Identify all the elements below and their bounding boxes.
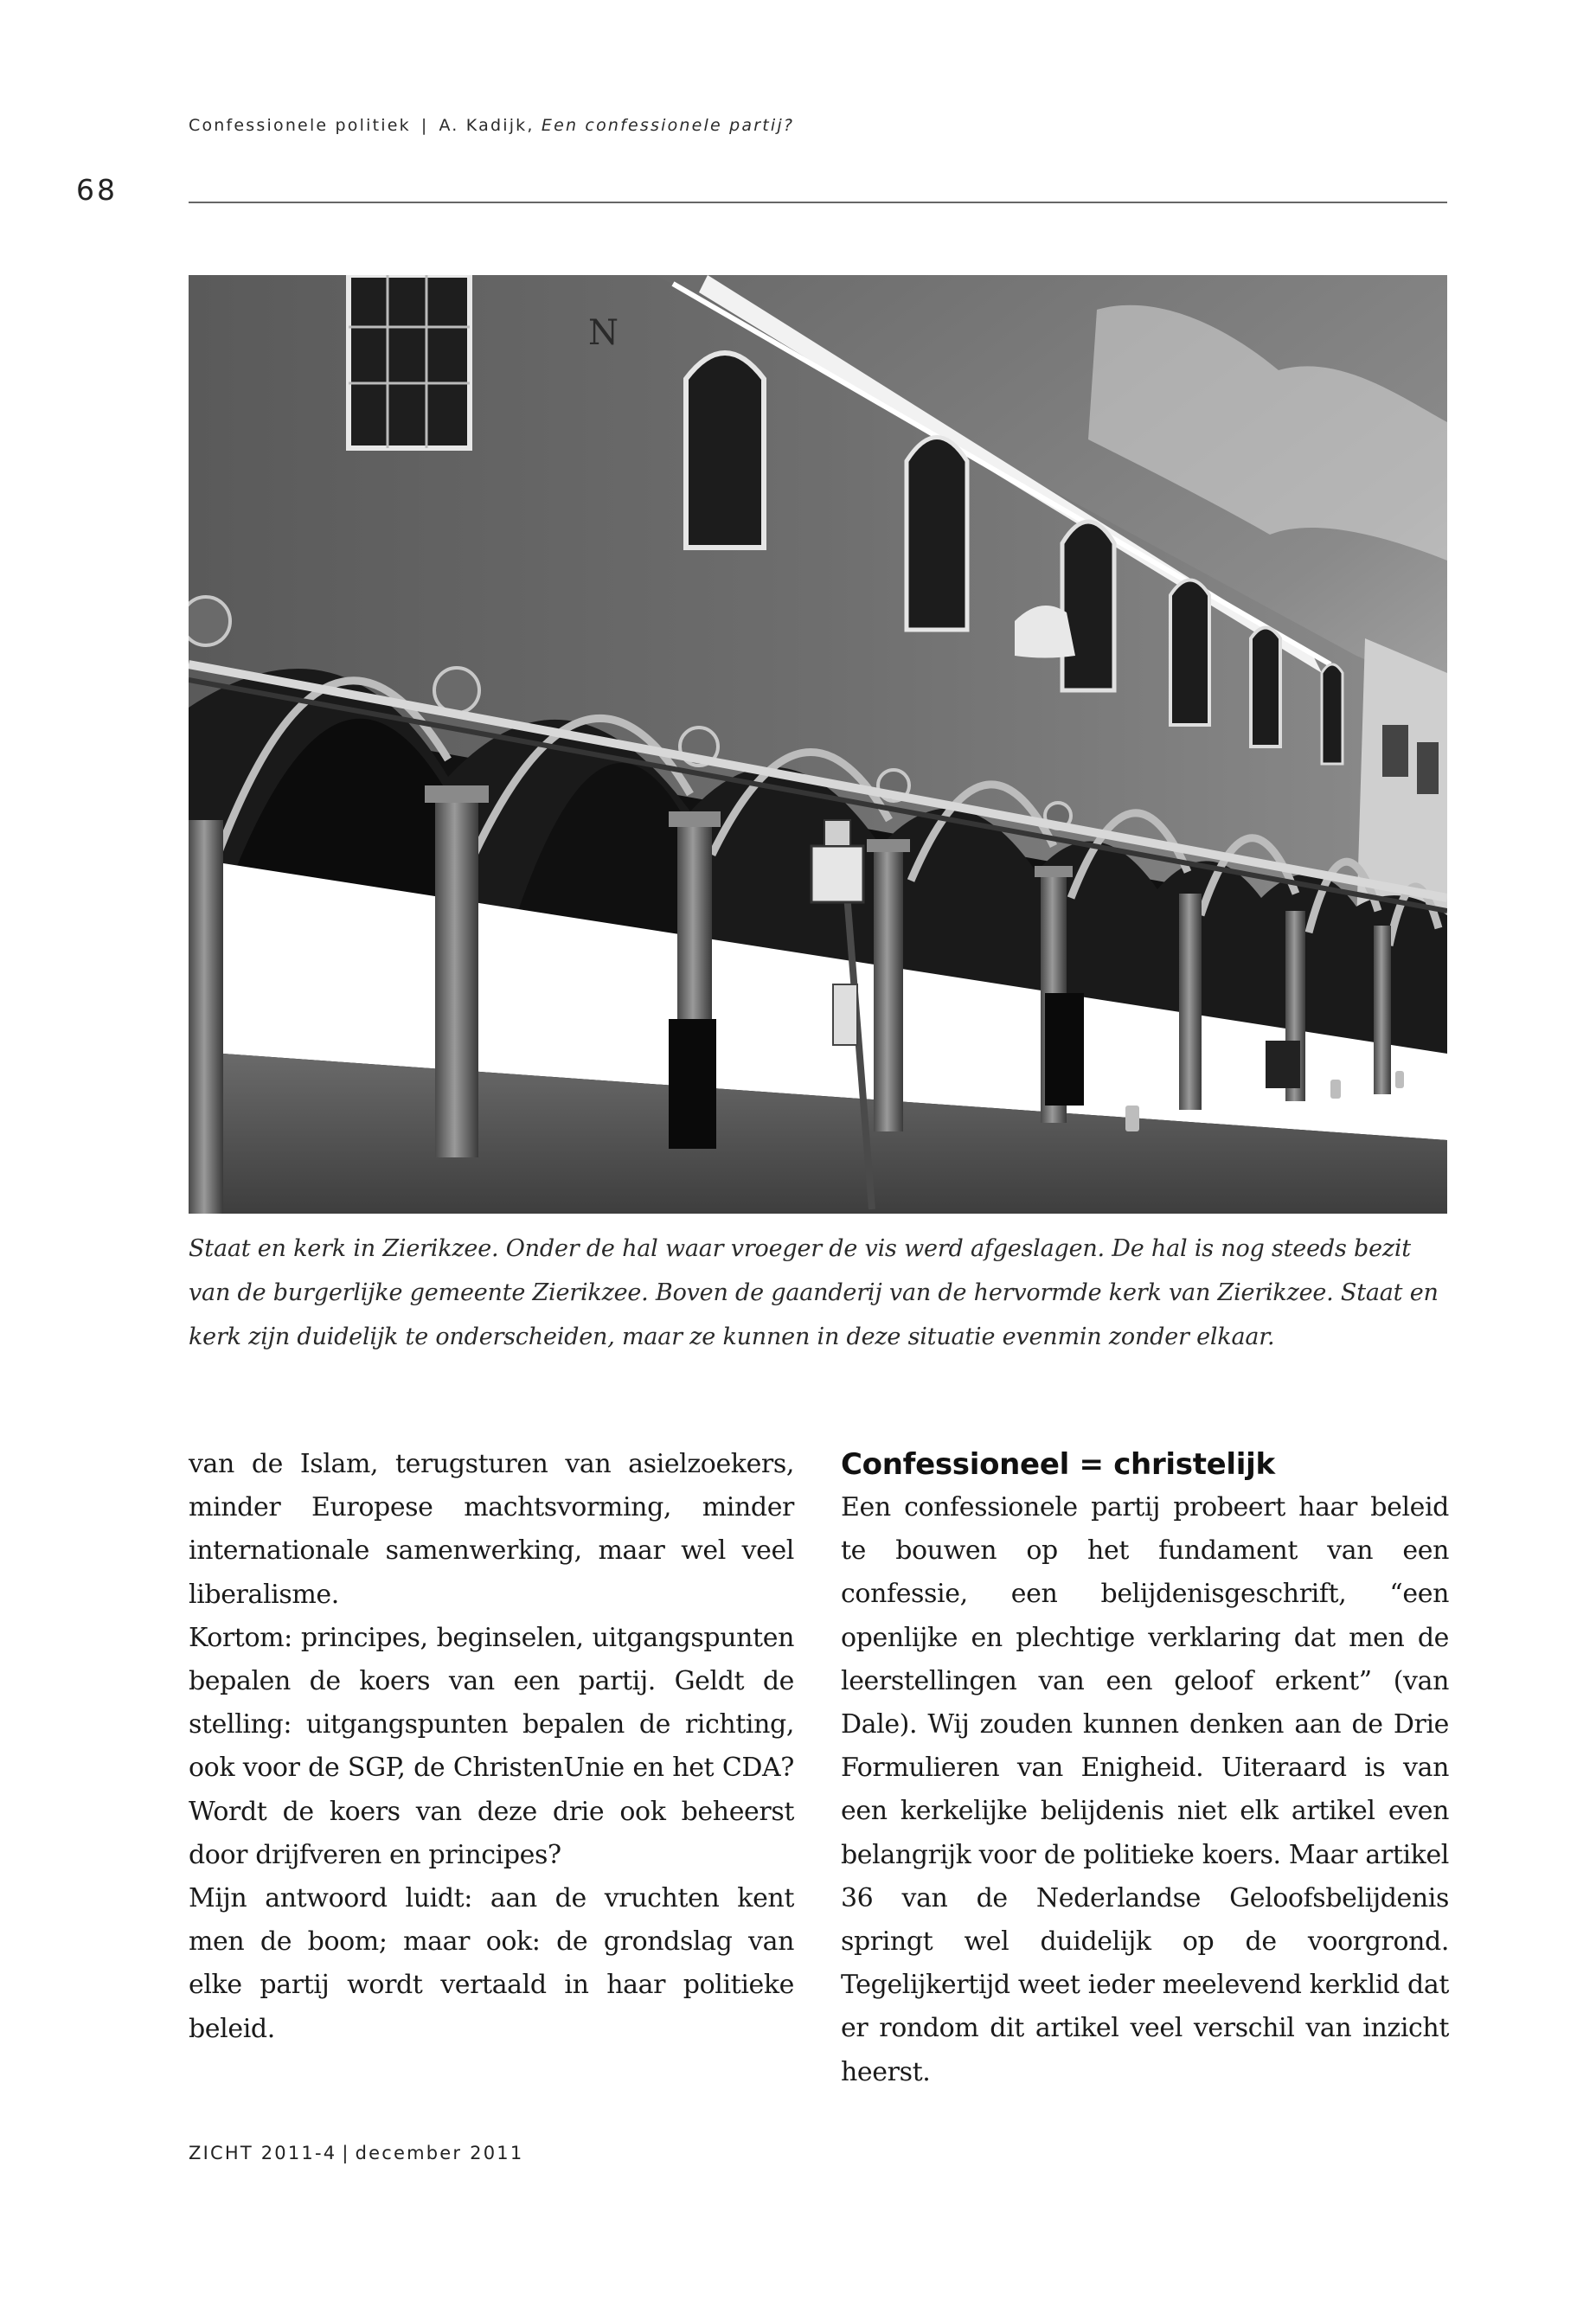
page-footer [189, 2143, 523, 2163]
header-rule [189, 202, 1447, 203]
footer-separator: | [342, 2143, 350, 2163]
footer-date: december 2011 [355, 2143, 524, 2163]
left-column [189, 1443, 794, 2051]
photo-zierikzee-fish-hall [189, 275, 1447, 1214]
running-head-section: Confessionele politiek [189, 116, 411, 135]
photo-sign-letter: N [588, 313, 619, 353]
paragraph: van de Islam, terugsturen van asielzoekers, minder Europese machtsvorming, minder internationale samenwerking, maar wel veel liberalisme. [189, 1449, 794, 1610]
running-head-article-title: Een confessionele partij? [541, 116, 795, 135]
running-head [189, 116, 794, 135]
running-head-author: A. Kadijk, [439, 116, 535, 135]
photo-caption: Staat en kerk in Zierikzee. Onder de hal waar vroeger de vis werd afgeslagen. De hal is nog steeds bezit van de burgerlijke gemeente Zierikzee. Boven de gaanderij van de hervormde kerk van Zierikzee. Staat en kerk zijn duidelijk te onderscheiden, maar ze kunnen in deze situatie evenmin zonder elkaar. [189, 1235, 1439, 1350]
section-heading: Confessioneel = christelijk [841, 1447, 1275, 1482]
page-number: 68 [76, 173, 118, 207]
paragraph: Een confessionele partij probeert haar beleid te bouwen op het fundament van een confessie, een belijdenisgeschrift, “een openlijke en plechtige verklaring dat men de leerstellingen van een geloof erkent” (van Dale). Wij zouden kunnen denken aan de Drie Formulieren van Enigheid. Uiteraard is van een kerkelijke belijdenis niet elk artikel even belangrijk voor de politieke koers. Maar artikel 36 van de Nederlandse Geloofsbelijdenis springt wel duidelijk op de voorgrond. Tegelijkertijd weet ieder meelevend kerklid dat er rondom dit artikel veel verschil van inzicht heerst. [841, 1492, 1449, 2087]
paragraph: Mijn antwoord luidt: aan de vruchten kent men de boom; maar ook: de grondslag van elke partij wordt vertaald in haar politieke beleid. [189, 1883, 794, 2044]
photo-illustration [189, 275, 1447, 1214]
right-column [841, 1443, 1449, 2094]
paragraph: Kortom: principes, beginselen, uitgangspunten bepalen de koers van een partij. Geldt de stelling: uitgangspunten bepalen de richting, ook voor de SGP, de ChristenUnie en het CDA? Wordt de koers van deze drie ook beheerst door drijfveren en principes? [189, 1622, 794, 1870]
footer-journal: ZICHT 2011-4 [189, 2143, 337, 2163]
running-head-separator: | [420, 116, 429, 135]
